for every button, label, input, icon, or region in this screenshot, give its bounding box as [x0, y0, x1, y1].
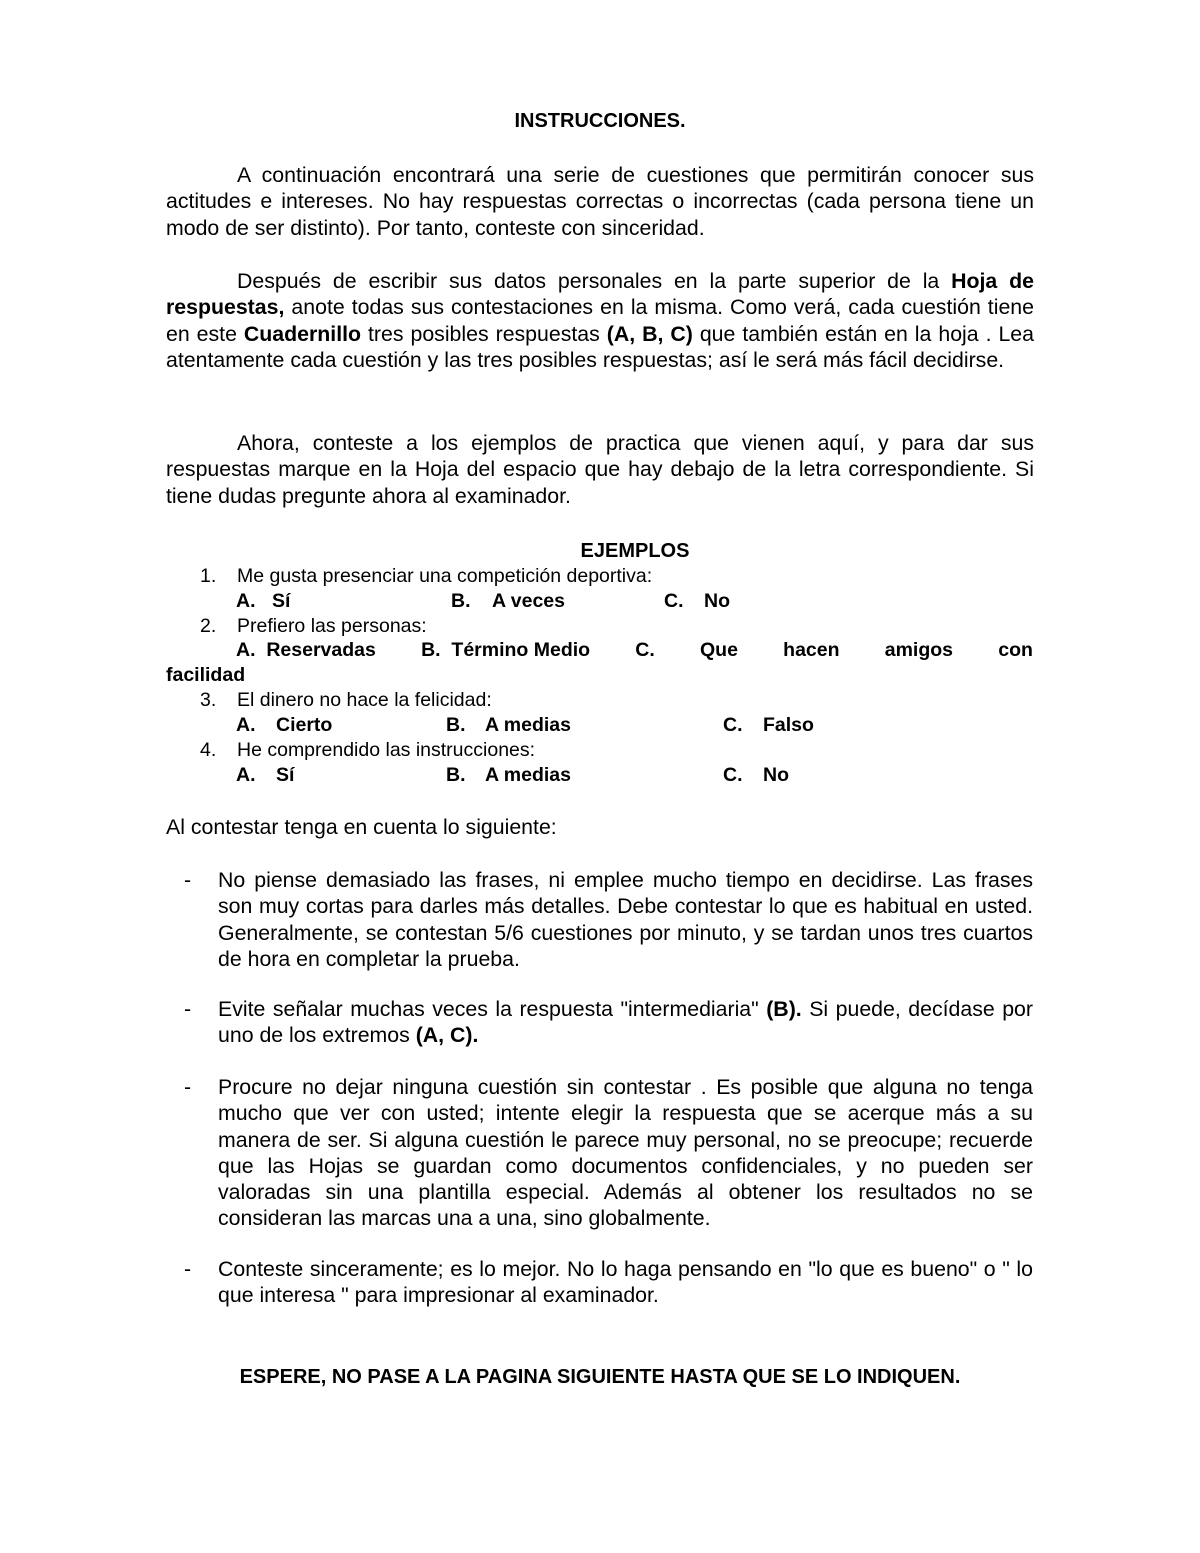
example-2-option-c-word: con [998, 639, 1033, 661]
bullet-dash: - [184, 1075, 192, 1099]
bullet-2-text-a: Evite señalar muchas veces la respuesta "intermediaria" [218, 997, 767, 1021]
option-text: A veces [492, 590, 566, 612]
intro-paragraph-2-text-c: anote todas sus contestaciones en la misma. Como verá, cada cuestión tiene en este [166, 295, 1034, 346]
example-3-option-c [723, 713, 814, 737]
example-question-text: El dinero no hace la felicidad: [237, 689, 492, 711]
abc-bold: (A, B, C) [606, 321, 693, 346]
intro-paragraph-3-text: Ahora, conteste a los ejemplos de practica que vienen aquí, y para dar sus respuestas marque en la Hoja del espacio que hay debajo de la letra correspondiente. Si tiene dudas pregunte ahora al examinador. [166, 431, 1034, 508]
bullet-dash: - [184, 1257, 192, 1281]
example-question-2 [200, 614, 427, 638]
bullet-3: Procure no dejar ninguna cuestión sin contestar . Es posible que alguna no tenga mucho que ver con usted; intente elegir la respuesta que se acerque más a su manera de ser. Si alguna cuestión le parece muy personal, no se preocupe; recuerde que las Hojas se guardan como documentos confidenciales, y no pueden ser valoradas sin una plantilla especial. Además al obtener los resultados no se consideran las marcas una a una, sino globalmente. [218, 1075, 1033, 1231]
intro-paragraph-3 [166, 430, 1034, 509]
option-letter: C. [723, 714, 743, 736]
option-letter: B. [451, 590, 471, 612]
example-question-3 [200, 688, 492, 712]
example-number: 3. [200, 689, 217, 711]
page-title: INSTRUCCIONES. [514, 110, 686, 132]
bullet-dash: - [184, 997, 192, 1021]
bullet-1: No piense demasiado las frases, ni emplee mucho tiempo en decidirse. Las frases son muy cortas para darles más detalles. Debe contestar lo que es habitual en usted. Generalmente, se contestan 5/6 cuestiones por minuto, y se tardan unos tres cuartos de hora en completar la prueba. [218, 868, 1033, 971]
intro-paragraph-2-text-e: tres posibles respuestas [361, 321, 607, 346]
example-2-option-c-word: amigos [884, 639, 954, 661]
example-2-option-c-word: Que [700, 639, 738, 661]
option-text: A medias [485, 764, 571, 786]
bullet-2 [218, 996, 1033, 1049]
example-2-option-c-word: hacen [783, 639, 840, 661]
example-2-option-b [421, 638, 590, 662]
example-4-option-c [723, 763, 789, 787]
bullet-dash: - [184, 868, 192, 892]
option-letter: A. [236, 714, 256, 736]
option-text: Término Medio [451, 639, 591, 661]
example-question-1 [200, 564, 653, 588]
intro-paragraph-2 [166, 268, 1034, 373]
footer-warning: ESPERE, NO PASE A LA PAGINA SIGUIENTE HASTA QUE SE LO INDIQUEN. [239, 1366, 961, 1388]
bullet-2-text-c: Si puede, decídase por uno de los extremos [218, 997, 1033, 1048]
examples-heading: EJEMPLOS [580, 540, 690, 562]
option-letter: C. [664, 590, 684, 612]
example-1-option-a [236, 589, 290, 613]
example-3-option-b [446, 713, 571, 737]
option-text: No [763, 764, 789, 786]
example-3-option-a [236, 713, 332, 737]
option-letter: A. [236, 590, 256, 612]
option-text: A medias [485, 714, 571, 736]
example-number: 4. [200, 739, 217, 761]
option-text: Sí [272, 590, 291, 612]
bullet-4: Conteste sinceramente; es lo mejor. No lo haga pensando en "lo que es bueno" o " lo que interesa " para impresionar al examinador. [218, 1257, 1033, 1308]
example-1-option-b [451, 589, 565, 613]
intro-paragraph-2-text-g: que también están en la hoja . Lea atentamente cada cuestión y las tres posibles respuestas; así le será más fácil decidirse. [166, 321, 1035, 372]
example-4-option-a [236, 763, 294, 787]
example-number: 2. [200, 615, 217, 637]
example-question-text: Me gusta presenciar una competición deportiva: [237, 565, 653, 587]
intro-paragraph-1 [166, 162, 1034, 241]
example-2-options-line [236, 638, 1033, 662]
option-text: Reservadas [266, 639, 376, 661]
hoja-de-respuestas-bold: Hoja de respuestas, [166, 269, 1034, 320]
example-question-4 [200, 738, 536, 762]
example-2-option-c-letter: C. [635, 639, 655, 661]
example-number: 1. [200, 565, 217, 587]
bullet-2-bold-ac: (A, C). [415, 1023, 479, 1048]
option-letter: B. [446, 714, 466, 736]
option-text: No [704, 590, 730, 612]
intro-paragraph-2-text-a: Después de escribir sus datos personales en la parte superior de la [237, 269, 952, 293]
option-letter: A. [236, 639, 256, 661]
option-text: Cierto [276, 714, 333, 736]
option-letter: B. [446, 764, 466, 786]
example-4-option-b [446, 763, 571, 787]
bullet-2-bold-b: (B). [766, 997, 802, 1021]
example-1-option-c [664, 589, 730, 613]
intro-paragraph-1-text: A continuación encontrará una serie de cuestiones que permitirán conocer sus actitudes e intereses. No hay respuestas correctas o incorrectas (cada persona tiene un modo de ser distinto). Por tanto, conteste con sinceridad. [166, 163, 1034, 240]
example-question-text: He comprendido las instrucciones: [237, 739, 536, 761]
option-text: Sí [276, 764, 295, 786]
option-letter: C. [723, 764, 743, 786]
option-letter: B. [421, 639, 441, 661]
example-2-option-c-wrap: facilidad [166, 664, 246, 686]
example-2-option-a [236, 638, 376, 662]
option-text: Falso [763, 714, 814, 736]
option-letter: A. [236, 764, 256, 786]
cuadernillo-bold: Cuadernillo [243, 321, 362, 346]
example-question-text: Prefiero las personas: [237, 615, 427, 637]
consider-intro: Al contestar tenga en cuenta lo siguiente: [166, 815, 557, 839]
